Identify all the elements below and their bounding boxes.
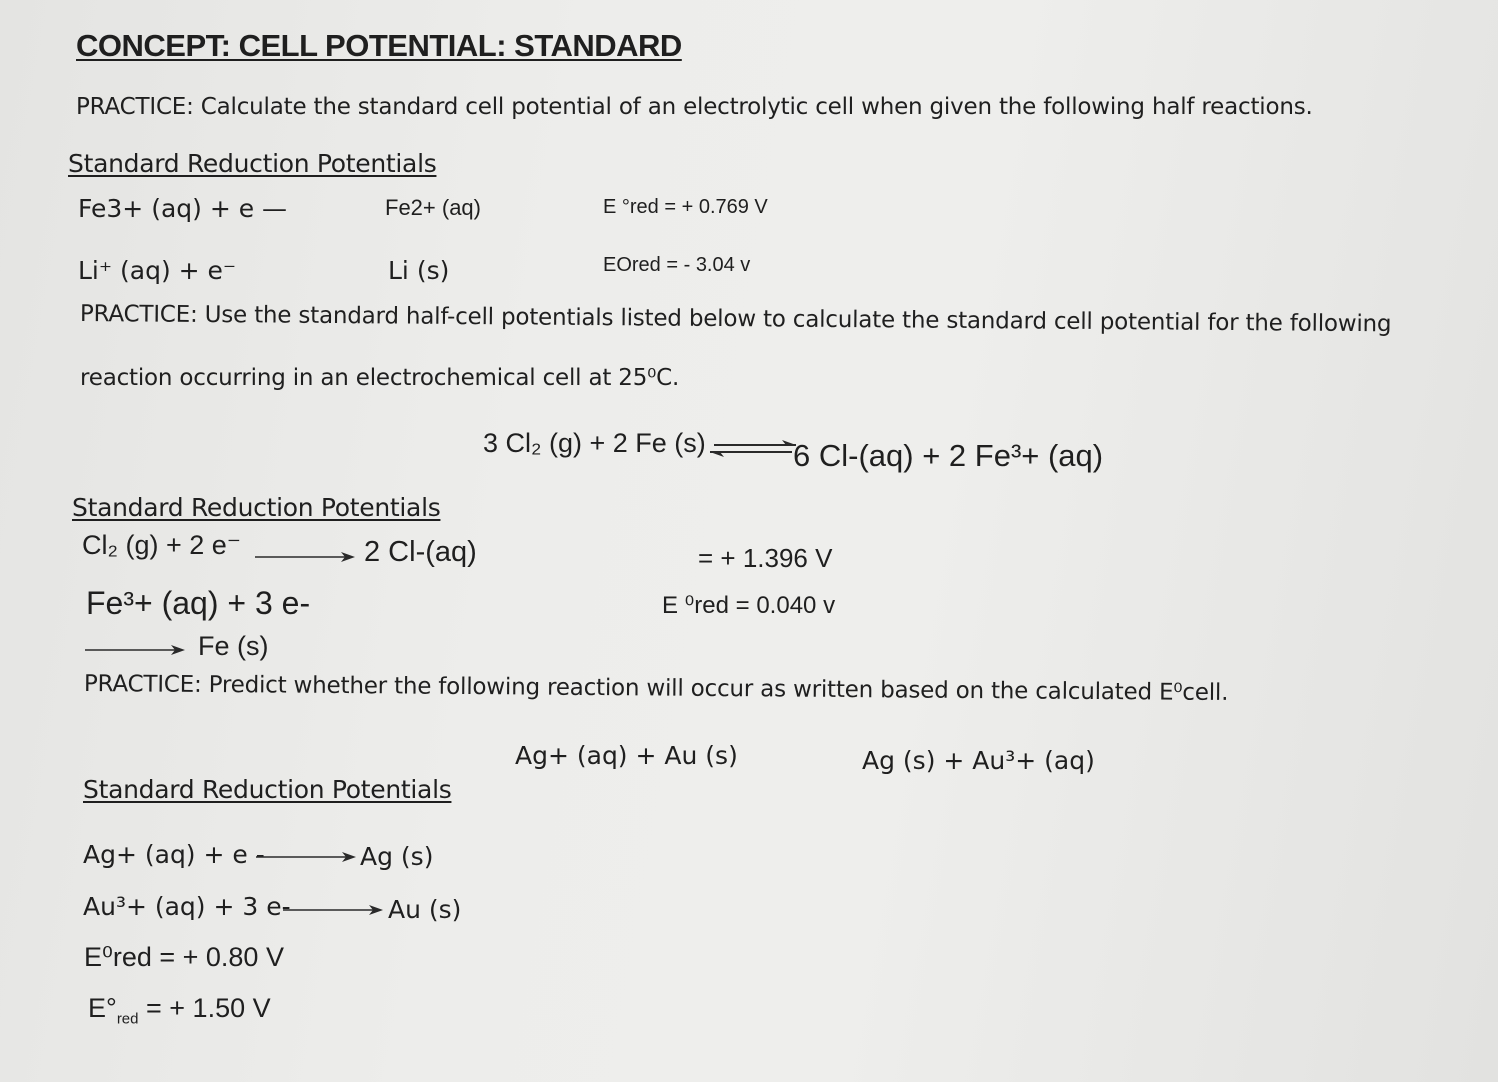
p3-reaction-left: Ag+ (aq) + Au (s) [515, 741, 738, 770]
p2-reaction-left: 3 Cl₂ (g) + 2 Fe (s) [483, 428, 706, 458]
p3-potential2-subscript: red [116, 1010, 139, 1028]
reaction-arrow-icon [256, 850, 358, 864]
p2-reaction1-potential: = + 1.396 V [698, 543, 833, 573]
p1-reaction2-potential: EOred = - 3.04 v [603, 254, 751, 276]
p2-reaction2-potential: E ⁰red = 0.040 v [662, 592, 836, 619]
practice3-prompt: PRACTICE: Predict whether the following reaction will occur as written based on the calculated E⁰cell. [83, 671, 1229, 706]
p1-reaction2-left: Li⁺ (aq) + e⁻ [78, 256, 237, 285]
p2-reaction1-right: 2 Cl-(aq) [364, 536, 477, 568]
p2-reaction-right: 6 Cl-(aq) + 2 Fe³+ (aq) [793, 438, 1104, 473]
p2-reaction2-right: Fe (s) [198, 631, 269, 661]
p1-reaction2-right: Li (s) [388, 256, 450, 285]
page-title: CONCEPT: CELL POTENTIAL: STANDARD [76, 28, 682, 63]
p3-potential2-symbol: E° [88, 993, 117, 1023]
p1-reaction1-left: Fe3+ (aq) + e — [78, 194, 288, 223]
p2-reaction2-left: Fe³+ (aq) + 3 e- [86, 585, 311, 621]
practice3-heading: Standard Reduction Potentials [83, 775, 452, 804]
p1-reaction1-potential: E °red = + 0.769 V [603, 196, 768, 218]
p3-reaction2-right: Au (s) [388, 895, 462, 924]
practice2-prompt-line2: reaction occurring in an electrochemical cell at 25⁰C. [80, 365, 680, 391]
reaction-arrow-icon [283, 903, 385, 917]
practice1-heading: Standard Reduction Potentials [68, 149, 437, 178]
p3-reaction2-left: Au³+ (aq) + 3 e- [83, 892, 291, 921]
p3-reaction-right: Ag (s) + Au³+ (aq) [862, 746, 1095, 775]
p3-potential2-value: = + 1.50 V [146, 993, 271, 1023]
p3-reaction1-left: Ag+ (aq) + e - [83, 840, 265, 869]
p3-potential1: E⁰red = + 0.80 V [84, 942, 284, 972]
p3-potential2 [88, 993, 271, 1027]
p2-reaction1-left: Cl₂ (g) + 2 e⁻ [82, 530, 242, 560]
p3-reaction1-right: Ag (s) [360, 842, 434, 871]
equilibrium-arrow-icon [706, 438, 798, 460]
practice2-prompt-line1: PRACTICE: Use the standard half-cell potentials listed below to calculate the standard cell potential for the following [79, 301, 1392, 338]
p1-reaction1-right: Fe2+ (aq) [385, 195, 481, 220]
reaction-arrow-icon [255, 550, 357, 564]
practice2-heading: Standard Reduction Potentials [72, 493, 441, 522]
reaction-arrow-icon [85, 643, 187, 657]
practice1-prompt: PRACTICE: Calculate the standard cell potential of an electrolytic cell when given the following half reactions. [76, 94, 1313, 120]
